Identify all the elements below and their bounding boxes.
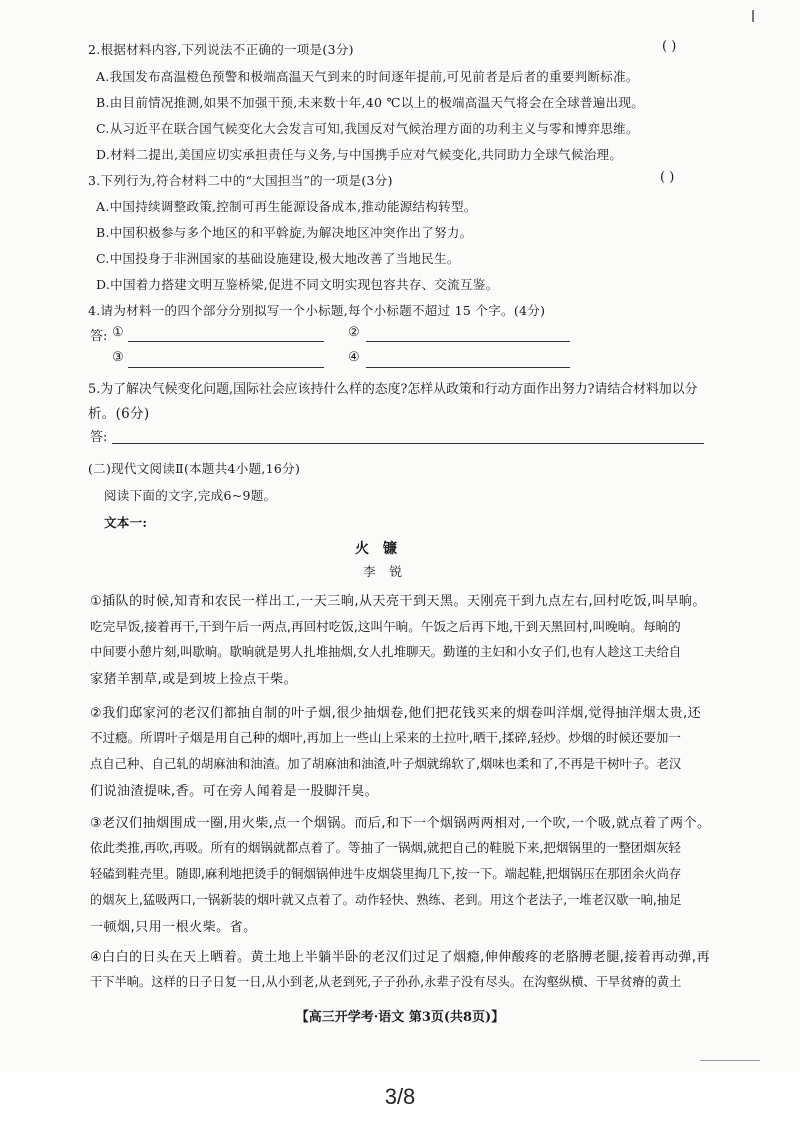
article-line: 家猪羊割草,或是到坡上捡点干柴。 [90,672,298,687]
q5-stem-line-1: 5.为了解决气候变化问题,国际社会应该持什么样的态度?怎样从政策和行动方面作出努力?请结合材料加以分 [88,382,698,397]
q4-mark-1: ① [112,325,124,340]
scan-speck [700,1060,760,1061]
q4-mark-4: ④ [348,350,360,365]
q3-option-a: A.中国持续调整政策,控制可再生能源设备成本,推动能源结构转型。 [96,199,477,214]
article-line: 中间要小憩片刻,叫歇晌。歇晌就是男人扎堆抽烟,女人扎堆聊天。勤谨的主妇和小女子们,也有人趁这工夫给自 [90,645,682,659]
article-line: 们说油渣提味,香。可在旁人闻着是一股脚汗臭。 [90,784,379,799]
q4-answer-line-4[interactable] [366,367,570,368]
q2-option-a: A.我国发布高温橙色预警和极端高温天气到来的时间逐年提前,可见前者是后者的重要判断标准。 [96,69,639,84]
q4-answer-label: 答: [90,329,108,344]
page-footer: 【高三开学考·语文 第3页(共8页)】 [295,1010,505,1025]
article-line: 不过瘾。所谓叶子烟是用自己种的烟叶,再加上一些山上采来的土拉叶,晒干,揉碎,轻炒。炒烟的时候还要加一 [90,730,681,745]
q5-answer-line[interactable] [112,443,704,444]
q4-mark-3: ③ [112,350,124,365]
article-line: 吃完早饭,接着再干,干到午后一两点,再回村吃饭,这叫午晌。午饭之后再下地,干到天黑回村,叫晚晌。每晌的 [90,619,681,634]
article-line: ④白白的日头在天上晒着。黄土地上半躺半卧的老汉们过足了烟瘾,伸伸酸疼的老胳膊老腿,接着再动弹,再 [90,950,711,965]
q4-mark-2: ② [348,325,360,340]
text-one-label: 文本一: [104,515,148,530]
q4-answer-line-2[interactable] [366,341,570,342]
scan-speck [752,10,754,22]
q2-option-c: C.从习近平在联合国气候变化大会发言可知,我国反对气候治理方面的功利主义与零和博弈思维。 [96,121,639,136]
article-author: 李锐 [363,564,417,579]
q3-option-d: D.中国着力搭建文明互鉴桥梁,促进不同文明实现包容共存、交流互鉴。 [96,277,499,292]
article-line: 干下半晌。这样的日子日复一日,从小到老,从老到死,子子孙孙,永辈子没有尽头。在沟壑纵横、干旱贫瘠的黄土 [90,975,682,989]
q2-answer-paren: ( ) [662,39,677,54]
article-line: 依此类推,再吹,再吸。所有的烟锅就都点着了。等抽了一锅烟,就把自己的鞋脱下来,把烟锅里的一整团烟灰轻 [90,840,681,855]
q2-option-b: B.由目前情况推测,如果不加强干预,未来数十年,40 ℃以上的极端高温天气将会在全球普遍出现。 [96,95,645,110]
q3-option-c: C.中国投身于非洲国家的基础设施建设,极大地改善了当地民生。 [96,251,460,266]
article-line: ②我们邸家河的老汉们都抽自制的叶子烟,很少抽烟卷,他们把花钱买来的烟卷叫洋烟,觉得抽洋烟太贵,还 [90,706,702,721]
q3-option-b: B.中国积极参与多个地区的和平斡旋,为解决地区冲突作出了努力。 [96,225,473,240]
article-line: 点自己种、自己轧的胡麻油和油渣。加了胡麻油和油渣,叶子烟就绵软了,烟味也柔和了,不再是干树叶子。老汉 [90,757,682,771]
section-instruction: 阅读下面的文字,完成6~9题。 [104,488,277,503]
article-line: 轻磕到鞋壳里。随即,麻利地把烫手的铜烟锅伸进牛皮烟袋里掏几下,按一下。端起鞋,把烟锅压在那团余火尚存 [90,867,682,881]
q5-stem-line-2: 析。(6分) [88,406,150,422]
article-title: 火镰 [355,541,411,557]
q4-stem: 4.请为材料一的四个部分分别拟写一个小标题,每个小标题不超过 15 个字。(4分) [88,303,546,318]
q3-answer-paren: ( ) [660,170,675,185]
article-line: 的烟灰上,猛吸两口,一锅新装的烟叶就又点着了。动作轻快、熟练、老到。用这个老法子,一堆老汉歇一晌,抽足 [90,893,682,907]
q2-option-d: D.材料二提出,美国应切实承担责任与义务,与中国携手应对气候变化,共同助力全球气候治理。 [96,147,623,162]
article-line: 一顿烟,只用一根火柴。省。 [90,920,257,935]
q3-stem: 3.下列行为,符合材料二中的“大国担当”的一项是(3分) [88,173,393,188]
section-heading: (二)现代文阅读Ⅱ(本题共4小题,16分) [88,461,301,476]
q4-answer-line-3[interactable] [128,367,324,368]
article-line: ①插队的时候,知青和农民一样出工,一天三晌,从天亮干到天黑。天刚亮干到九点左右,回村吃饭,叫早晌。 [90,594,706,609]
q5-answer-label: 答: [90,430,108,445]
q2-stem: 2.根据材料内容,下列说法不正确的一项是(3分) [88,42,354,57]
q4-answer-line-1[interactable] [128,341,324,342]
page-indicator: 3/8 [384,1084,416,1109]
article-line: ③老汉们抽烟围成一圈,用火柴,点一个烟锅。而后,和下一个烟锅两两相对,一个吹,一个吸,就点着了两个。 [90,816,711,831]
